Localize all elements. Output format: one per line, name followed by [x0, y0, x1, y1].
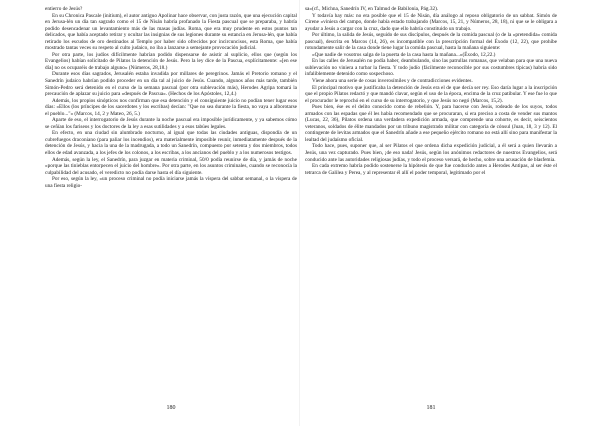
paragraph: «Que nadie de vosotros salga de la puerta de la casa hasta la mañana...»(Éxodo, 12,22.): [312, 51, 496, 58]
paragraph: En cada extremo habría podido sostenerse la hipótesis de que fue conducido antes a Herodes Antipas, al ser éste el tetrarca de Galilea y Perea, y al representar él allí el poder temporal, legitimado por el: [305, 163, 557, 176]
paragraph: En efecto, en una ciudad sin alumbrado nocturno, al igual que todas las ciudades antiguas, dispondía de un cubrefuegos draconiano (para paliar los incendios), era materialmente imposible reunir, inmediatamente después de la detención de Jesús, y hacia la una de la madrugada, a todo un Sanedrín, compuesto por setenta y dos miembros, todos ellos de edad avanzada, a los jefes de los colonos, a los escribas, a los ancianos del pueblo y a los numerosos testigos.: [45, 130, 297, 157]
paragraph: Viene ahora una serie de cosas inverosímiles y de contradicciones evidentes.: [312, 78, 473, 85]
paragraph: Aparte de eso, el interrogatorio de Jesús durante la noche pascual era imposible jurídicamente, y ya sabemos cómo se ceñían los fariseos y los doctores de la ley a esas sutilidades y a esos tabúes legales.: [45, 117, 297, 130]
right-page: [305, 0, 557, 426]
paragraph: Durante esos días sagrados, Jerusalén estaba invadida por millares de peregrinos. Jamás el Pretorio romano y el Sanedrín judaico habrían podido proceder en un día tal al juicio de Jesús. Cuando, algunos años más tarde, también Simón-Pedro será detenido en el curso de la semana pascual (por otra sublevación más), Herodes Agripa tomará la precaución de aplazar su juicio para «después de Pascua». (Hechos de los Apóstoles, 12,4.): [45, 71, 297, 98]
paragraph: Todo hace, pues, suponer que, al ser Pilatos el que ordena dicha expedición judicial, a él será a quien llevarán a Jesús, una vez capturado. Pues bien, ¡de eso nada! Jesús, según los anónimos redactores de nuestros Evangelios, será conducido ante las autoridades religiosas judías, y todo el proceso versará, de hecho, sobre una acusación de blasfemia.: [305, 143, 557, 163]
page-number: 180: [166, 405, 176, 411]
paragraph: Pues bien, ése es el delito conocido como de rebelión. Y, para hacerse con Jesús, rodeado de los suyos, todos armados con las espadas que él les había recomendado que se procuraran, si era preciso a costa de vender sus mantos (Lucas, 22, 36), Pilatos ordena una verdadera expedición armada, que comprende una cohorte, es decir, seiscientos veteranos, soldados de élite mandados por un tribuno magistrado militar con categoría de cónsul (Juan, 18, 3 y 12). El contingente de levitas armados que el Sanedrín añade a ese pequeño ejército romano no está allí sino para manifestar la lealtad del judaísmo oficial.: [305, 104, 557, 143]
paragraph: Además, según la ley, el Sanedrín, para juzgar en materia criminal, 50/0 podía reunirse de día, y jamás de noche «porque las tinieblas entorpecen el juicio del hombre». Por otra parte, en los asuntos criminales, cuando se reconocía la culpabilidad del acusado, el veredicto no podía darse hasta el día siguiente.: [45, 156, 297, 176]
left-page: [45, 0, 297, 426]
paragraph: entierro de Jesús?: [45, 6, 83, 12]
right-page-text: [305, 6, 557, 400]
page-number: 181: [426, 405, 436, 411]
left-page-text: [45, 6, 297, 400]
paragraph: Y todavía hay más: no era posible que el 15 de Nisán, día análogo al reposo obligatorio de un sabbat. Simón de Cirene «viniera del campo, donde había estado trabajando (Marcos, 15, 21, y Números, 28, 18), ni que se le obligara a ayudar a Jesús a cargar con la cruz, dado que ello habría constituido un trabajo.: [305, 12, 557, 32]
gutter-divider: [299, 0, 300, 426]
paragraph: sa»(cf., Michna, Sanedrín IV, en Talmud de Babilonia, Pág.32).: [305, 6, 439, 12]
paragraph: Además, los propios sinópticos nos confirman que esa detención y el consiguiente juicio no podían tener lugar esos días: «Ellos (los príncipes de los sacerdotes y los escribas) decían: "Que no sea durante la fiesta, no vaya a alborotarse el pueblo..."» (Marcos, 14, 2 y Mateo, 26, 5.): [45, 97, 297, 117]
paragraph: En las calles de Jerusalén no podía haber, deambulando, sino las patrullas romanas, que velaban para que una nueva sublevación no viniera a turbar la fiesta. Y todo judío (fácilmente reconocible por sus costumbres típicas) habría sido infaliblemente detenido como sospechoso.: [305, 58, 557, 78]
paragraph: Por otra parte, los judíos difícilmente habrían podido dispensarse de asistir al suplicio, ellos que (según los Evangelios) habían solicitado de Pilatos la detención de Jesús. Pero la ley dice de la Pascua, explícitamente: «[en ese día] no os ocuparéis de trabajo alguno» (Números, 28,18.): [45, 51, 297, 71]
paragraph: El principal motivo que justificaba la detención de Jesús era el de que decía ser rey. Eso daría lugar a la inscripción que el propio Pilatos redactó y que mandó clavar, según el uso de la época, encima de la cruz patibular. Y ese fue lo que el procurador le reprochó en el curso de su interrogatorio, y que Jesús no negó (Marcos, 15,2).: [305, 84, 557, 104]
paragraph: Por último, la salida de Jesús, seguido de sus discípulos, después de la comida pascual (o de la «pretendida» comida pascual), descrita en Marcos (14, 26), es incompatible con la prescripción formal del Éxodo (12, 22), que prohíbe rotundamente salir de la casa donde tiene lugar la comida pascual, hasta la mañana siguiente:: [305, 32, 557, 52]
paragraph: En su Chronica Pascale (initium), el autor antiguo Apolinar hace observar, con justa razón, que una ejecución capital en Jerusa-lén un día tan sagrado como el 15 de Nisán habría profanado la Fiesta pascual que se preparaba, y habría podido desencadenar un levantamiento más de las masas judías. Roma, que era muy prudente en estos puntos tan delicados, que había aceptado retirar y ocultar las insignias de sus legiones durante su estancia en Jerusa-lén, que había retirado los escudos de oro destinados al Templo por haber sido ofrecidos por incircuncisos, esta Roma, que había mostrado tantas veces su respeto al culto judaico, no iba a lanzarse a semejante provocación judicial.: [45, 12, 297, 52]
paragraph: Por eso, según la ley, «un proceso criminal no podía iniciarse jamás la víspera del sabbat semanal, o la víspera de una fiesta religio-: [45, 176, 297, 189]
